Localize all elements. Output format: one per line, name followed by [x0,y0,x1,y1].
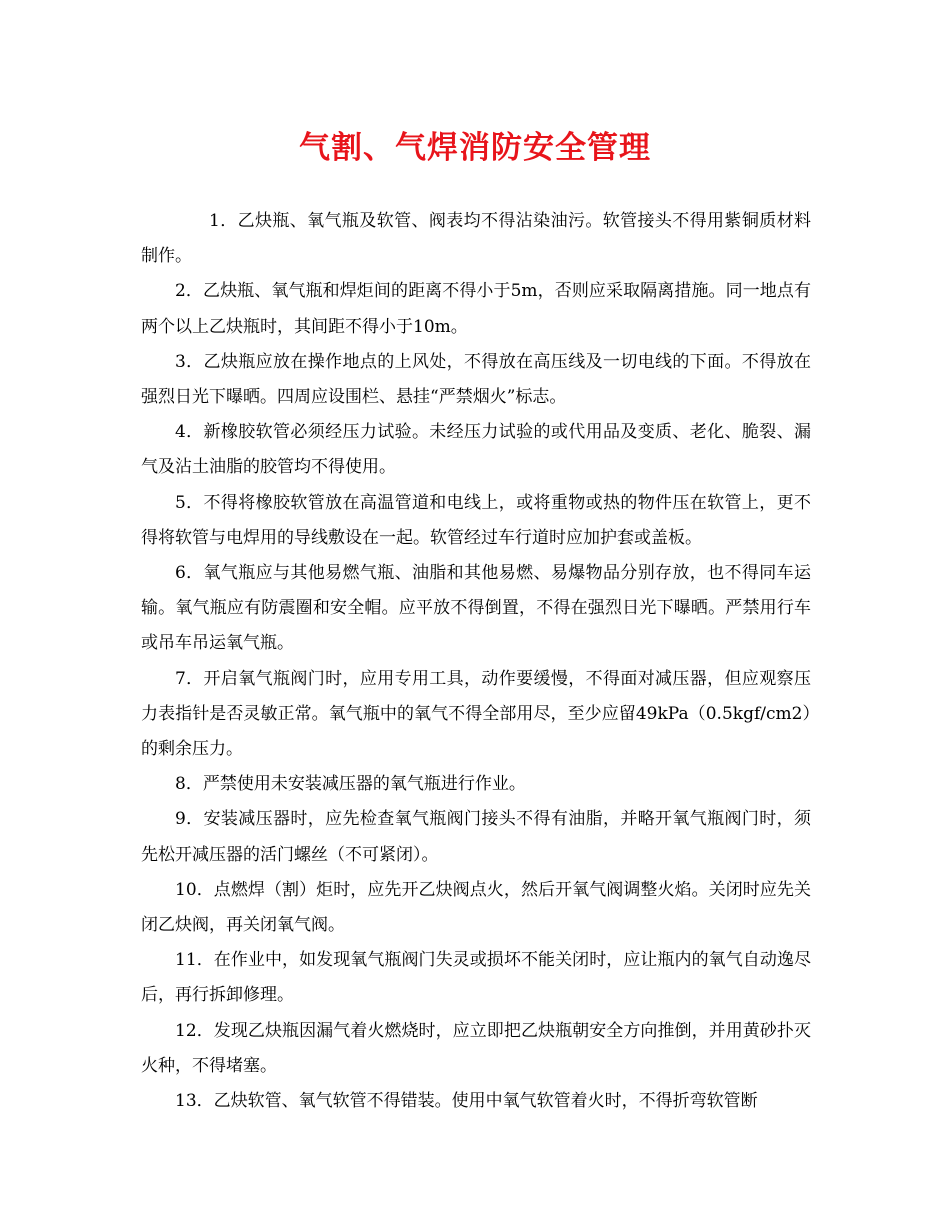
paragraph-12: 12．发现乙炔瓶因漏气着火燃烧时，应立即把乙炔瓶朝安全方向推倒，并用黄砂扑灭火种，不得堵塞。 [141,1020,811,1076]
paragraph-3: 3．乙炔瓶应放在操作地点的上风处，不得放在高压线及一切电线的下面。不得放在强烈日光下曝晒。四周应设围栏、悬挂“严禁烟火”标志。 [141,351,811,408]
paragraph-13: 13．乙炔软管、氧气软管不得错装。使用中氧气软管着火时，不得折弯软管断 [175,1091,758,1112]
paragraph-5: 5．不得将橡胶软管放在高温管道和电线上，或将重物或热的物件压在软管上，更不得将软管与电焊用的导线敷设在一起。软管经过车行道时应加护套或盖板。 [141,492,811,548]
paragraph-10: 10．点燃焊（割）炬时，应先开乙炔阀点火，然后开氧气阀调整火焰。关闭时应先关闭乙炔阀，再关闭氧气阀。 [141,879,811,936]
paragraph-6: 6．氧气瓶应与其他易燃气瓶、油脂和其他易燃、易爆物品分别存放，也不得同车运输。氧气瓶应有防震圈和安全帽。应平放不得倒置，不得在强烈日光下曝晒。严禁用行车或吊车吊运氧气瓶。 [141,563,811,654]
paragraph-8: 8．严禁使用未安装减压器的氧气瓶进行作业。 [175,774,526,795]
paragraph-11: 11．在作业中，如发现氧气瓶阀门失灵或损坏不能关闭时，应让瓶内的氧气自动逸尽后，再行拆卸修理。 [141,950,811,1006]
document-body [141,204,811,1119]
paragraph-1: 1．乙炔瓶、氧气瓶及软管、阀表均不得沾染油污。软管接头不得用紫铜质材料制作。 [141,211,811,267]
paragraph-7: 7．开启氧气瓶阀门时，应用专用工具，动作要缓慢，不得面对减压器，但应观察压力表指针是否灵敏正常。氧气瓶中的氧气不得全部用尽，至少应留49kPa（0.5kgf/cm2）的剩余压力。 [141,668,811,760]
paragraph-4: 4．新橡胶软管必须经压力试验。未经压力试验的或代用品及变质、老化、脆裂、漏气及沾土油脂的胶管均不得使用。 [141,422,811,478]
paragraph-2: 2．乙炔瓶、氧气瓶和焊炬间的距离不得小于5m，否则应采取隔离措施。同一地点有两个以上乙炔瓶时，其间距不得小于10m。 [141,281,811,337]
document-title: 气割、气焊消防安全管理 [299,130,651,166]
paragraph-9: 9．安装减压器时，应先检查氧气瓶阀门接头不得有油脂，并略开氧气瓶阀门时，须先松开减压器的活门螺丝（不可紧闭）。 [141,809,811,865]
